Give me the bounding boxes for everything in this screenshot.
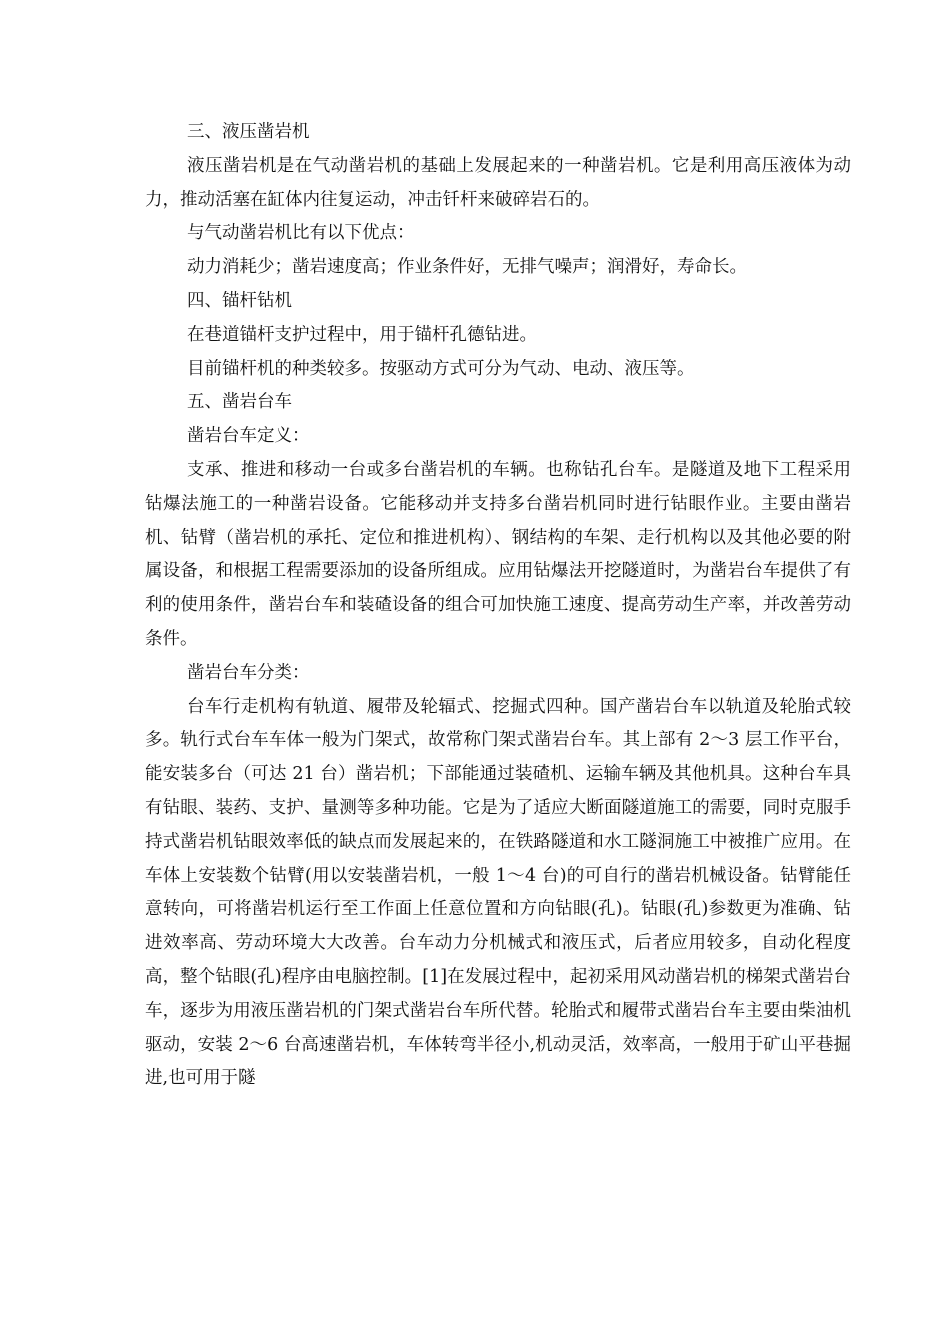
heading-hydraulic-rock-drill: 三、液压凿岩机: [187, 122, 310, 142]
subheading-drill-jumbo-definition: 凿岩台车定义：: [187, 426, 310, 447]
paragraph-anchor-drill-use: 在巷道锚杆支护过程中，用于锚杆孔德钻进。: [187, 324, 537, 345]
heading-anchor-drill: 四、锚杆钻机: [187, 290, 292, 311]
paragraph-advantages-list: 动力消耗少；凿岩速度高；作业条件好，无排气噪声；润滑好，寿命长。: [187, 257, 747, 278]
paragraph-hydraulic-rock-drill-intro: 液压凿岩机是在气动凿岩机的基础上发展起来的一种凿岩机。它是利用高压液体为动力，推动活塞在缸体内往复运动，冲击钎杆来破碎岩石的。: [145, 155, 851, 210]
subheading-drill-jumbo-classification: 凿岩台车分类：: [187, 662, 310, 683]
document-body: [145, 116, 851, 1096]
paragraph-drill-jumbo-classification: 台车行走机构有轨道、履带及轮辐式、挖掘式四种。国产凿岩台车以轨道及轮胎式较多。轨行式台车车体一般为门架式，故常称门架式凿岩台车。其上部有 2～3 层工作平台，能安装多台（可达 21 台）凿岩机；下部能通过装碴机、运输车辆及其他机具。这种台车具有钻眼、装药、支护、量测等多种功能。它是为了适应大断面隧道施工的需要，同时克服手持式凿岩机钻眼效率低的缺点而发展起来的，在铁路隧道和水工隧洞施工中被推广应用。在车体上安装数个钻臂(用以安装凿岩机，一般 1～4 台)的可自行的凿岩机械设备。钻臂能任意转向，可将凿岩机运行至工作面上任意位置和方向钻眼(孔)。钻眼(孔)参数更为准确、钻进效率高、劳动环境大大改善。台车动力分机械式和液压式，后者应用较多，自动化程度高，整个钻眼(孔)程序由电脑控制。[1]在发展过程中，起初采用风动凿岩机的梯架式凿岩台车，逐步为用液压凿岩机的门架式凿岩台车所代替。轮胎式和履带式凿岩台车主要由柴油机驱动，安装 2～6 台高速凿岩机，车体转弯半径小,机动灵活，效率高，一般用于矿山平巷掘进,也可用于隧: [145, 696, 852, 1089]
paragraph-anchor-drill-types: 目前锚杆机的种类较多。按驱动方式可分为气动、电动、液压等。: [187, 358, 695, 379]
heading-drill-jumbo: 五、凿岩台车: [187, 392, 292, 413]
paragraph-drill-jumbo-definition: 支承、推进和移动一台或多台凿岩机的车辆。也称钻孔台车。是隧道及地下工程采用钻爆法施工的一种凿岩设备。它能移动并支持多台凿岩机同时进行钻眼作业。主要由凿岩机、钻臂（凿岩机的承托、定位和推进机构）、钢结构的车架、走行机构以及其他必要的附属设备，和根据工程需要添加的设备所组成。应用钻爆法开挖隧道时，为凿岩台车提供了有利的使用条件，凿岩台车和装碴设备的组合可加快施工速度、提高劳动生产率，并改善劳动条件。: [145, 459, 851, 649]
paragraph-advantages-intro: 与气动凿岩机比有以下优点：: [187, 223, 415, 244]
